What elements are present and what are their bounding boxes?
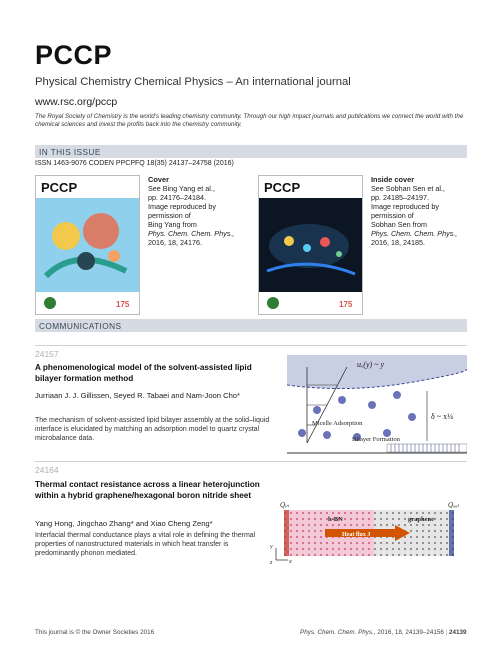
cover-line: permission of [148,211,191,220]
cover-line: Image reproduced by [148,202,216,211]
graphene-label: graphene [408,516,434,523]
micelle-label: Micelle Adsorption [312,420,363,427]
journal-logo: PCCP [35,40,113,70]
axis-y-label: y [270,544,273,550]
cover-caption [148,175,258,247]
inside-cover-caption [371,175,481,247]
axis-z-label: z [270,560,273,566]
cover-line: 2016, 18, 24176. [148,238,202,247]
bilayer-label: Bilayer Formation [352,436,400,443]
article-page-number: 24157 [35,349,59,359]
article-title[interactable]: A phenomenological model of the solvent-assisted lipid bilayer formation method [35,363,252,383]
cover-line: Phys. Chem. Chem. Phys., [148,229,235,238]
inside-cover-logo: PCCP [264,180,301,195]
inside-cover-line: See Sobhan Sen et al., [371,184,445,193]
q-in-label: Qᵢₙ [280,501,289,509]
article-title[interactable]: Thermal contact resistance across a linear heterojunction within a hybrid graphene/hexagonal boron nitride sheet [35,480,260,500]
issn-line: ISSN 1463-9076 CODEN PPCPFQ 18(35) 24137–24758 (2016) [35,160,234,167]
thickness-label: δ ~ x¼ [431,412,454,421]
inside-cover-image[interactable] [258,175,363,315]
article-abstract: The mechanism of solvent-assisted lipid bilayer assembly at the solid–liquid interface is elucidated by matching an adsorption model to quartz crystal microbalance data. [35,417,270,442]
communications-heading: COMMUNICATIONS [39,320,122,331]
inside-cover-line: permission of [371,211,414,220]
footer-citation-rest: 2016, 18, 24139–24156 [377,629,444,636]
heat-flux-label: Heat flux J [342,532,371,538]
rsc-blurb: The Royal Society of Chemistry is the world’s leading chemistry community. Through our high impact journals and publications we connect the world with the chemical sciences and invest the profits back into the chemistry community. [35,113,464,128]
inside-cover-line: Sobhan Sen from [371,220,427,229]
axis-x-label: x [289,559,292,565]
inside-cover-badge: 175 [339,300,353,309]
footer-page-number: 24139 [449,629,467,636]
article-figure-bilayer[interactable] [287,355,467,455]
cover-illustration [36,176,139,314]
cover-logo: PCCP [41,180,78,195]
footer-copyright: This journal is © the Owner Societies 2016 [35,629,155,636]
article-figure-heterojunction[interactable] [270,498,467,568]
article-authors: Yang Hong, Jingchao Zhang* and Xiao Cheng Zeng* [35,519,213,528]
cover-line: See Bing Yang et al., [148,184,215,193]
cover-badge: 175 [116,300,130,309]
footer-journal: Phys. Chem. Chem. Phys., [300,629,376,636]
article-divider [35,345,467,346]
q-out-label: Qₒᵤₜ [448,501,460,509]
hbn-label: h-BN [328,516,343,523]
article-page-number: 24164 [35,465,59,475]
cover-line: pp. 24176–24184. [148,193,206,202]
article-abstract: Interfacial thermal conductance plays a vital role in defining the thermal properties of nanostructured materials in which heat transfer is predominantly phonon mediated. [35,532,256,557]
inside-cover-line: Phys. Chem. Chem. Phys., [371,229,458,238]
inside-cover-title: Inside cover [371,175,415,184]
cover-image[interactable] [35,175,140,315]
communications-band [35,319,467,332]
article-authors: Jurriaan J. J. Gillissen, Seyed R. Tabaei and Nam-Joon Cho* [35,391,240,400]
bilayer-figure-svg [287,355,467,455]
footer-citation: Phys. Chem. Chem. Phys., 2016, 18, 24139–24156 | 24139 [300,629,467,636]
journal-url[interactable]: www.rsc.org/pccp [35,96,118,108]
article-divider [35,461,467,462]
inside-cover-line: pp. 24185–24197. [371,193,429,202]
cover-line: Bing Yang from [148,220,197,229]
inside-cover-illustration [259,176,362,314]
cover-title: Cover [148,175,169,184]
inside-cover-line: 2016, 18, 24185. [371,238,425,247]
in-this-issue-heading: IN THIS ISSUE [39,146,101,157]
velocity-label: uₓ(y) ~ y [357,360,385,369]
journal-subtitle: Physical Chemistry Chemical Physics – An international journal [35,76,351,88]
in-this-issue-band [35,145,467,158]
inside-cover-line: Image reproduced by [371,202,439,211]
heterojunction-figure-svg [270,498,467,568]
